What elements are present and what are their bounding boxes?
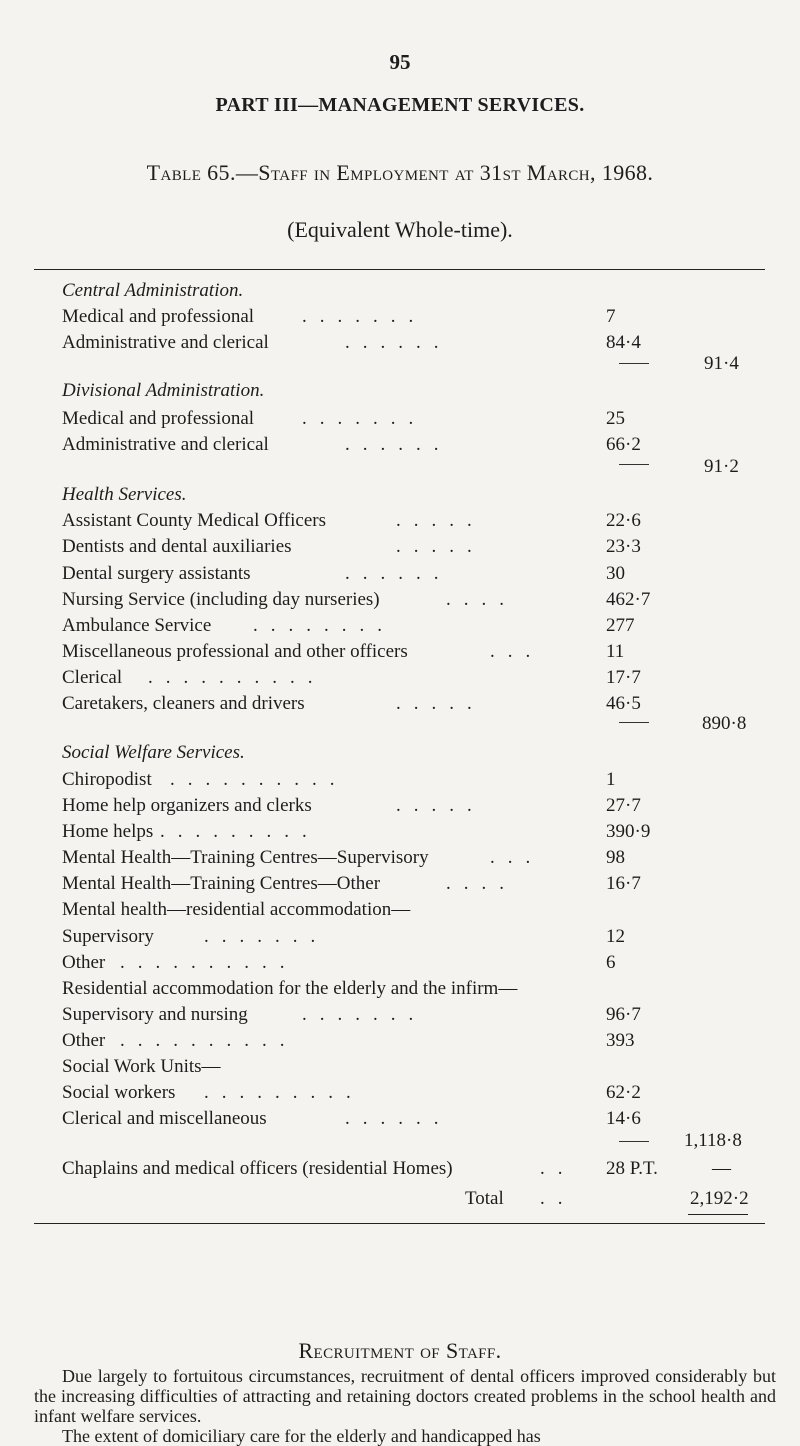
row-value: 25 (606, 408, 625, 429)
leader-dots: ....... (204, 926, 329, 947)
table-subtitle: (Equivalent Whole-time). (287, 217, 513, 242)
leader-dots: ... (490, 847, 544, 868)
row-value: 17·7 (606, 667, 641, 688)
leader-dots: ..... (396, 693, 485, 714)
row-value: 23·3 (606, 536, 641, 557)
row-value: 96·7 (606, 1004, 641, 1025)
row-label: Residential accommodation for the elderly and the infirm— (62, 978, 518, 999)
row-value: 390·9 (606, 821, 651, 842)
leader-dots: ....... (302, 306, 427, 327)
leader-dots: ..... (396, 536, 485, 557)
row-label: Clerical (62, 667, 123, 688)
leader-dots: ....... (302, 408, 427, 429)
subtotal-dash (619, 464, 649, 465)
row-label: Medical and professional (62, 306, 255, 327)
chaplains-subtotal: — (712, 1158, 731, 1179)
row-value: 6 (606, 952, 616, 973)
row-value: 46·5 (606, 693, 641, 714)
leader-dots: ........ (253, 615, 395, 636)
grand-total: 2,192·2 (690, 1188, 749, 1209)
section-heading: Social Welfare Services. (62, 742, 245, 763)
row-value: 393 (606, 1030, 635, 1051)
row-value: 12 (606, 926, 625, 947)
leader-dots: ...... (345, 1108, 452, 1129)
leader-dots: .. (540, 1188, 576, 1209)
table-top-rule (34, 269, 765, 270)
section-heading: Divisional Administration. (62, 380, 265, 401)
row-label: Chaplains and medical officers (residential Homes) (62, 1158, 453, 1179)
section-subtotal: 1,118·8 (684, 1130, 742, 1151)
recruitment-paragraph: Due largely to fortuitous circumstances, recruitment of dental officers improved considerably but the increasing difficulties of attracting and retaining doctors created problems in the school health and infant welfare services. (34, 1366, 776, 1426)
page-number: 95 (389, 50, 411, 74)
row-label: Administrative and clerical (62, 434, 269, 455)
row-label: Assistant County Medical Officers (62, 510, 327, 531)
subtotal-dash (619, 1141, 649, 1142)
row-label: Dental surgery assistants (62, 563, 251, 584)
row-label: Ambulance Service (62, 615, 212, 636)
row-label: Social Work Units— (62, 1056, 221, 1077)
row-value: 1 (606, 769, 616, 790)
row-label: Chiropodist (62, 769, 152, 790)
section-subtotal: 91·4 (704, 353, 739, 374)
leader-dots: .......... (170, 769, 348, 790)
leader-dots: ...... (345, 563, 452, 584)
row-value: 7 (606, 306, 616, 327)
row-label: Supervisory (62, 926, 154, 947)
leader-dots: ..... (396, 510, 485, 531)
row-label: Home helps (62, 821, 154, 842)
row-value: 22·6 (606, 510, 641, 531)
row-label: Dentists and dental auxiliaries (62, 536, 292, 557)
row-label: Miscellaneous professional and other officers (62, 641, 408, 662)
recruitment-paragraph-continued: The extent of domiciliary care for the elderly and handicapped has (62, 1426, 541, 1446)
row-label: Clerical and miscellaneous (62, 1108, 267, 1129)
leader-dots: ......... (160, 821, 320, 842)
row-value: 84·4 (606, 332, 641, 353)
row-label: Mental Health—Training Centres—Supervisory (62, 847, 429, 868)
row-label: Other (62, 952, 106, 973)
row-label: Home help organizers and clerks (62, 795, 312, 816)
row-label: Medical and professional (62, 408, 255, 429)
leader-dots: ......... (204, 1082, 364, 1103)
part-heading: PART III—MANAGEMENT SERVICES. (215, 94, 585, 116)
row-label: Administrative and clerical (62, 332, 269, 353)
section-subtotal: 91·2 (704, 456, 739, 477)
row-value: 11 (606, 641, 625, 662)
row-label: Mental health—residential accommodation— (62, 899, 411, 920)
subtotal-dash (619, 363, 649, 364)
row-value: 28 P.T. (606, 1158, 658, 1179)
section-subtotal: 890·8 (702, 713, 747, 734)
table-title: Table 65.—Staff in Employment at 31st March, 1968. (146, 160, 654, 185)
row-label: Nursing Service (including day nurseries) (62, 589, 380, 610)
leader-dots: .... (446, 589, 517, 610)
row-value: 66·2 (606, 434, 641, 455)
leader-dots: ....... (302, 1004, 427, 1025)
leader-dots: .......... (148, 667, 326, 688)
row-label: Mental Health—Training Centres—Other (62, 873, 381, 894)
row-value: 30 (606, 563, 625, 584)
leader-dots: ... (490, 641, 544, 662)
leader-dots: .. (540, 1158, 576, 1179)
subtotal-dash (619, 722, 649, 723)
total-label: Total (465, 1188, 504, 1209)
total-underline (688, 1214, 748, 1215)
leader-dots: ...... (345, 434, 452, 455)
leader-dots: ..... (396, 795, 485, 816)
row-value: 462·7 (606, 589, 651, 610)
row-value: 62·2 (606, 1082, 641, 1103)
leader-dots: .......... (120, 952, 298, 973)
leader-dots: .... (446, 873, 517, 894)
section-heading: Health Services. (62, 484, 187, 505)
row-label: Supervisory and nursing (62, 1004, 248, 1025)
leader-dots: .......... (120, 1030, 298, 1051)
row-label: Caretakers, cleaners and drivers (62, 693, 305, 714)
row-value: 16·7 (606, 873, 641, 894)
row-value: 98 (606, 847, 625, 868)
row-value: 277 (606, 615, 635, 636)
row-label: Other (62, 1030, 106, 1051)
row-value: 27·7 (606, 795, 641, 816)
recruitment-heading: Recruitment of Staff. (298, 1338, 502, 1363)
row-label: Social workers (62, 1082, 176, 1103)
table-bottom-rule (34, 1223, 765, 1224)
row-value: 14·6 (606, 1108, 641, 1129)
section-heading: Central Administration. (62, 280, 244, 301)
leader-dots: ...... (345, 332, 452, 353)
